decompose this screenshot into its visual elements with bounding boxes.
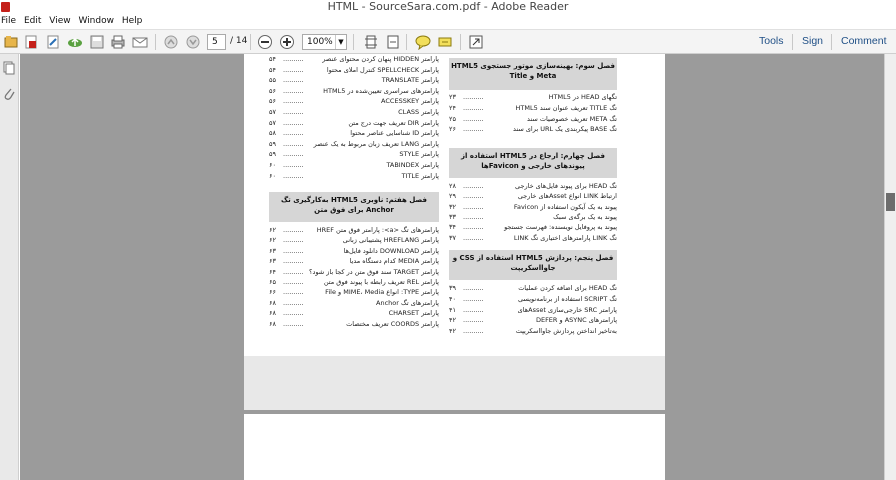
toc-page-number: ۵۶ <box>269 97 276 106</box>
toc-entry-label: پارامتر MEDIA کدام دستگاه مدیا <box>349 257 439 266</box>
toc-page-number: ۳۴ <box>449 223 456 232</box>
toc-page-number: ۴۰ <box>449 294 456 303</box>
toc-entry <box>269 246 439 256</box>
leader-dots: .......... <box>283 288 304 297</box>
leader-dots: .......... <box>463 93 484 101</box>
leader-dots: .......... <box>283 246 304 255</box>
menu-edit[interactable]: Edit <box>23 16 42 26</box>
window-title-bar <box>0 0 896 14</box>
toc-page-number: ۵۷ <box>269 108 276 116</box>
toc-entry <box>449 315 617 325</box>
toc-entry-label: تگ TITLE تعریف عنوان سند HTML5 <box>515 103 617 112</box>
toc-entry <box>449 222 617 232</box>
toc-entry-label: پارامتر STYLE <box>399 150 439 159</box>
toc-entry-label: تگ META تعریف خصوصیات سند <box>526 114 617 123</box>
highlight-icon[interactable] <box>436 33 454 51</box>
zoom-in-icon[interactable] <box>278 33 296 51</box>
toc-entry <box>269 96 439 106</box>
toc-page-number: ۵۴ <box>269 55 276 63</box>
toc-page-number: ۵۵ <box>269 76 276 85</box>
leader-dots: .......... <box>463 202 484 211</box>
toc-entry <box>269 308 439 318</box>
toc-entry-label: پارامتر TYPE: انواع MIME، Media و File <box>325 288 439 297</box>
toc-entry <box>449 202 617 212</box>
toc-entry <box>269 225 439 235</box>
leader-dots: .......... <box>463 192 484 201</box>
toc-page-number: ۶۸ <box>269 319 276 328</box>
toc-page-number: ۵۷ <box>269 118 276 127</box>
cloud-upload-icon[interactable] <box>66 33 84 51</box>
toc-entry-label: پارامتر SPELLCHECK کنترل املای محتوا <box>326 65 439 74</box>
toc-page-number: ۳۲ <box>449 202 456 211</box>
toc-entry <box>449 212 617 222</box>
toc-entry <box>449 181 617 191</box>
leader-dots: .......... <box>283 171 304 180</box>
toc-entry-label: پارامتر CLASS <box>398 108 439 116</box>
save-icon[interactable] <box>88 33 106 51</box>
toc-entry <box>449 294 617 304</box>
zoom-value: 100% <box>307 37 333 47</box>
toc-entry-label: پارامتر ID شناسایی عناصر محتوا <box>350 129 439 138</box>
leader-dots: .......... <box>283 55 304 63</box>
leader-dots: .......... <box>463 182 484 190</box>
toc-entry <box>449 283 617 293</box>
toc-entry <box>269 75 439 85</box>
print-icon[interactable] <box>109 33 127 51</box>
toc-entry-label: پارامتر HIDDEN پنهان کردن محتوای عنصر <box>322 55 439 63</box>
toc-page-number: ۶۸ <box>269 298 276 307</box>
leader-dots: .......... <box>283 118 304 127</box>
toc-entry-label: پارامتر HREFLANG پشتیبانی زبانی <box>342 236 439 245</box>
toc-entry <box>449 103 617 113</box>
toc-entry <box>269 65 439 75</box>
toc-entry-label: پارامتر TABINDEX <box>386 161 439 169</box>
leader-dots: .......... <box>463 125 484 134</box>
menu-help[interactable]: Help <box>121 16 143 26</box>
toc-entry-label: پیوند به یک برگه‌ی سبک <box>553 212 617 221</box>
toc-entry-label: ارتباط LINK انواع Assetهای خارجی <box>517 192 617 201</box>
chapter-heading: فصل سوم: بهینه‌سازی موتور جستجوی HTML5 Meta و Title <box>449 58 617 90</box>
toc-entry-label: تگ LINK پارامترهای اختیاری تگ LINK <box>513 233 617 242</box>
navigation-pane <box>0 54 19 480</box>
leader-dots: .......... <box>283 257 304 266</box>
leader-dots: .......... <box>463 327 484 336</box>
tools-link[interactable]: Tools <box>759 35 784 47</box>
leader-dots: .......... <box>463 212 484 221</box>
toolbar-separator <box>250 34 251 50</box>
toc-entry <box>269 267 439 277</box>
toc-entry-label: تگ HEAD برای اضافه کردن عملیات <box>518 284 617 292</box>
toc-entry-label: پارامتر REL تعریف رابطه با پیوند فوق متن <box>323 278 439 286</box>
leader-dots: .......... <box>283 86 304 95</box>
leader-dots: .......... <box>463 316 484 325</box>
toc-page-number: ۳۹ <box>449 284 456 292</box>
toc-page-number: ۵۶ <box>269 86 276 95</box>
toc-entry <box>449 233 617 243</box>
toc-page-number: ۵۴ <box>269 65 276 74</box>
toc-entry-label: پارامتر TARGET سند فوق متن در کجا باز شود؟ <box>309 267 439 276</box>
leader-dots: .......... <box>283 97 304 106</box>
leader-dots: .......... <box>283 298 304 307</box>
toc-entry <box>269 107 439 117</box>
toc-entry <box>449 124 617 134</box>
next-page-icon[interactable] <box>184 33 202 51</box>
toolbar-separator <box>406 34 407 50</box>
adobe-reader-icon <box>1 2 10 12</box>
vertical-scrollbar[interactable] <box>884 54 896 480</box>
toc-entry <box>269 86 439 96</box>
expand-icon[interactable] <box>467 33 485 51</box>
toc-page-number: ۴۲ <box>449 316 456 325</box>
toc-entry <box>269 149 439 159</box>
chapter-heading: فصل هفتم: ناوبری HTML5 به‌کارگیری تگ Anchor برای فوق متن <box>269 192 439 222</box>
fit-width-icon[interactable] <box>384 33 402 51</box>
toc-page-number: ۴۲ <box>449 327 456 336</box>
toc-page-number: ۶۳ <box>269 246 276 255</box>
toc-page-number: ۶۲ <box>269 236 276 245</box>
toc-entry-label: تگهای HEAD در HTML5 <box>548 93 617 101</box>
toc-entry <box>269 319 439 329</box>
toc-entry <box>269 171 439 181</box>
chapter-heading: فصل چهارم: ارجاع در HTML5 استفاده از پیوندهای خارجی و Faviconها <box>449 148 617 178</box>
toc-page-number: ۲۹ <box>449 192 456 201</box>
menu-bar <box>0 14 896 29</box>
toc-page-number: ۴۱ <box>449 305 456 314</box>
toc-entry <box>269 54 439 64</box>
toc-entry-label: پارامتر CHARSET <box>388 309 439 318</box>
scrollbar-thumb[interactable] <box>886 193 895 211</box>
toc-entry <box>269 298 439 308</box>
zoom-select[interactable] <box>302 34 347 50</box>
toc-entry <box>269 128 439 138</box>
toc-entry-label: به‌تاخیر انداختن پردازش جاوااسکریپت <box>515 327 617 336</box>
toc-page-number: ۶۵ <box>269 278 276 286</box>
toc-page-number: ۳۷ <box>449 233 456 242</box>
toc-page-number: ۶۰ <box>269 161 276 169</box>
toc-entry <box>449 326 617 336</box>
leader-dots: .......... <box>283 309 304 318</box>
toolbar-separator <box>792 34 793 50</box>
toc-page-number: ۵۹ <box>269 139 276 148</box>
toc-entry-label: پارامتر TITLE <box>401 171 439 180</box>
comment-note-icon[interactable] <box>414 33 432 51</box>
toc-entry <box>269 139 439 149</box>
toc-entry-label: پارامتر DOWNLOAD دانلود فایل‌ها <box>343 246 439 255</box>
zoom-out-icon[interactable] <box>256 33 274 51</box>
toc-page-number: ۲۶ <box>449 125 456 134</box>
leader-dots: .......... <box>283 139 304 148</box>
toc-entry <box>269 235 439 245</box>
leader-dots: .......... <box>463 284 484 292</box>
toc-entry-label: پارامترهای تگ Anchor <box>376 298 439 307</box>
toc-page-number: ۶۳ <box>269 257 276 266</box>
edit-pdf-icon[interactable] <box>44 33 62 51</box>
toc-entry-label: پارامترهای سراسری تعیین‌شده در HTML5 <box>323 86 439 95</box>
leader-dots: .......... <box>283 65 304 74</box>
toolbar <box>0 29 896 54</box>
toolbar-separator <box>831 34 832 50</box>
toc-entry-label: پارامتر TRANSLATE <box>381 76 439 85</box>
toc-page-number: ۲۴ <box>449 103 456 112</box>
toc-page-number: ۶۴ <box>269 267 276 276</box>
toc-entry-label: پارامتر COORDS تعریف مختصات <box>346 319 439 328</box>
toc-entry-label: پیوند به پروفایل نویسنده: فهرست جستجو <box>504 223 617 232</box>
window-title: HTML - SourceSara.com.pdf - Adobe Reader <box>327 0 569 13</box>
comment-link[interactable]: Comment <box>841 35 887 47</box>
menu-window[interactable]: Window <box>78 16 114 26</box>
toc-entry <box>269 287 439 297</box>
open-icon[interactable] <box>2 33 20 51</box>
leader-dots: .......... <box>283 150 304 159</box>
toc-entry-label: پارامتر ACCESSKEY <box>381 97 439 106</box>
toc-entry <box>449 305 617 315</box>
leader-dots: .......... <box>463 305 484 314</box>
leader-dots: .......... <box>283 129 304 138</box>
leader-dots: .......... <box>283 76 304 85</box>
toc-page-number: ۵۹ <box>269 150 276 159</box>
toc-page-number: ۶۸ <box>269 309 276 318</box>
toolbar-separator <box>155 34 156 50</box>
create-pdf-icon[interactable] <box>22 33 40 51</box>
toc-page-number: ۵۸ <box>269 129 276 138</box>
toc-page-number: ۲۳ <box>449 93 456 101</box>
toc-entry-label: پیوند به یک آیکون استفاده از Favicon <box>513 202 617 211</box>
page-thumbnails-icon[interactable] <box>3 60 15 74</box>
leader-dots: .......... <box>463 294 484 303</box>
toc-page-number: ۶۶ <box>269 288 276 297</box>
toolbar-separator <box>460 34 461 50</box>
previous-page-icon[interactable] <box>162 33 180 51</box>
chevron-down-icon: ▼ <box>335 35 346 49</box>
leader-dots: .......... <box>463 223 484 232</box>
toc-page-number: ۲۵ <box>449 114 456 123</box>
page-number-input[interactable]: 5 <box>207 34 226 50</box>
toc-entry-label: تگ BASE پیکربندی یک URL برای سند <box>512 125 617 134</box>
toc-entry <box>449 92 617 102</box>
leader-dots: .......... <box>463 103 484 112</box>
toc-entry-label: پارامترهای تگ <a>: پارامتر فوق متن HREF <box>316 226 439 234</box>
page-total: / 14 <box>230 36 248 46</box>
toolbar-separator <box>353 34 354 50</box>
page-footer-area <box>244 356 665 410</box>
toc-entry <box>449 114 617 124</box>
toc-entry-label: پارامتر DIR تعریف جهت درج متن <box>348 118 439 127</box>
toc-entry-label: پارامتر LANG تعریف زبان مربوط به یک عنصر <box>313 139 439 148</box>
toc-page-number: ۳۳ <box>449 212 456 221</box>
toc-entry <box>449 191 617 201</box>
leader-dots: .......... <box>283 161 304 169</box>
attachments-icon[interactable] <box>3 86 15 102</box>
leader-dots: .......... <box>283 108 304 116</box>
leader-dots: .......... <box>283 226 304 234</box>
toc-page-number: ۶۰ <box>269 171 276 180</box>
sign-link[interactable]: Sign <box>802 35 824 47</box>
leader-dots: .......... <box>463 233 484 242</box>
leader-dots: .......... <box>283 267 304 276</box>
pdf-page-next <box>244 414 665 480</box>
toc-entry <box>269 277 439 287</box>
fit-page-icon[interactable] <box>362 33 380 51</box>
toc-entry <box>269 160 439 170</box>
menu-view[interactable]: View <box>49 16 71 26</box>
toc-entry-label: تگ HEAD برای پیوند فایل‌های خارجی <box>515 182 617 190</box>
leader-dots: .......... <box>283 278 304 286</box>
email-icon[interactable] <box>131 33 149 51</box>
toc-page-number: ۶۲ <box>269 226 276 234</box>
chapter-heading: فصل پنجم: پردازش HTML5 استفاده از CSS و جاوااسکریپت <box>449 250 617 280</box>
toc-page-number: ۲۸ <box>449 182 456 190</box>
leader-dots: .......... <box>283 319 304 328</box>
leader-dots: .......... <box>463 114 484 123</box>
toc-entry-label: تگ SCRIPT استفاده از برنامه‌نویسی <box>518 294 617 303</box>
toc-entry <box>269 118 439 128</box>
toc-entry-label: پارامتر SRC خارجی‌سازی Assetهای <box>517 305 617 314</box>
menu-file[interactable]: File <box>1 16 17 26</box>
toc-entry-label: پارامترهای ASYNC و DEFER <box>535 316 617 325</box>
leader-dots: .......... <box>283 236 304 245</box>
toc-entry <box>269 256 439 266</box>
